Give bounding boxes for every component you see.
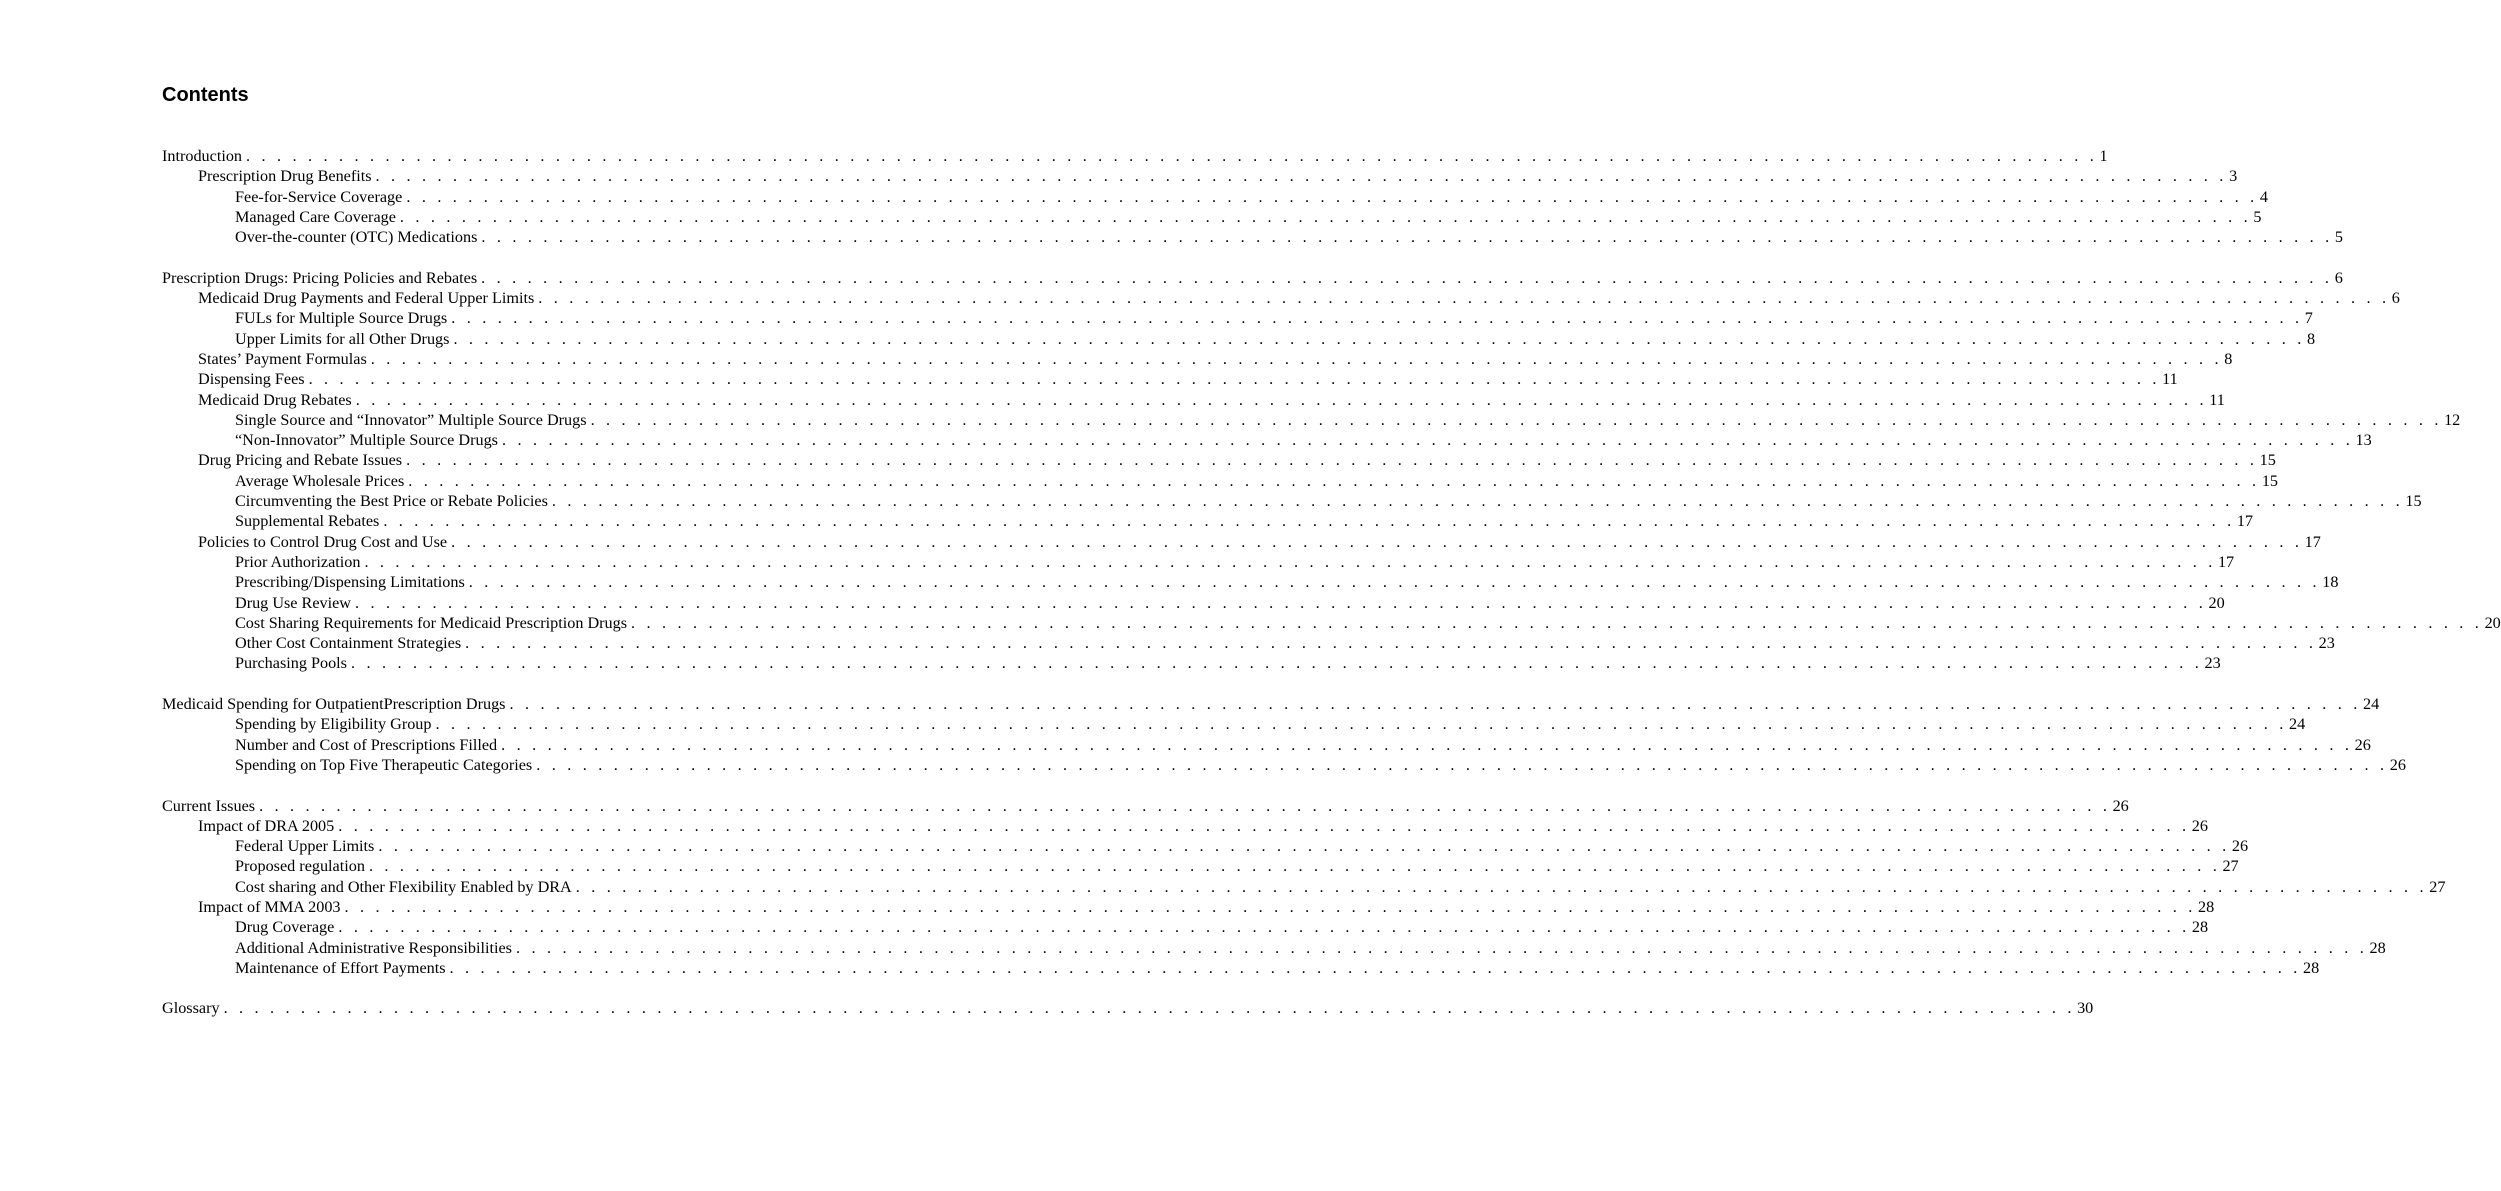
toc-entry[interactable] (162, 714, 2306, 734)
toc-entry[interactable] (162, 552, 2235, 572)
toc-entry-title: Impact of MMA 2003 (198, 897, 341, 916)
toc-entry[interactable] (162, 938, 2386, 958)
toc-entry-title: Average Wholesale Prices (235, 471, 405, 490)
toc-entry[interactable] (162, 329, 2316, 349)
dot-leader: . . . . . . . . . . . . . . . . . . . . . . . . . . . . . . . . . . . . . . . . . . . . . . . . . . . . . . . . . . . . . . . . . . . . . . . . . . . . . . . . . . . . . . . . . . . . . . . . . . . . . . . . . . . . . . . . . . . . . . . . (375, 167, 2228, 186)
toc-entry[interactable] (162, 998, 2094, 1018)
toc-page-number: 5 (2253, 207, 2262, 226)
toc-page-number: 15 (2261, 471, 2278, 490)
toc-entry-title: Drug Pricing and Rebate Issues (198, 451, 403, 470)
toc-entry[interactable] (162, 369, 2178, 389)
toc-entry-title: Supplemental Rebates (235, 512, 380, 531)
dot-leader: . . . . . . . . . . . . . . . . . . . . . . . . . . . . . . . . . . . . . . . . . . . . . . . . . . . . . . . . . . . . . . . . . . . . . . . . . . . . . . . . . . . . . . . . . . . . . . . . . . . . . . . . . . . . . . . . . . . . . . . . (259, 796, 2111, 815)
dot-leader: . . . . . . . . . . . . . . . . . . . . . . . . . . . . . . . . . . . . . . . . . . . . . . . . . . . . . . . . . . . . . . . . . . . . . . . . . . . . . . . . . . . . . . . . . . . . . . . . . . . . . . . . . . . . . . . . . . . . . . . . (451, 532, 2303, 551)
dot-leader: . . . . . . . . . . . . . . . . . . . . . . . . . . . . . . . . . . . . . . . . . . . . . . . . . . . . . . . . . . . . . . . . . . . . . . . . . . . . . . . . . . . . . . . . . . . . . . . . . . . . . . . . . . . . . . . . . . . . . . . . (468, 573, 2321, 592)
toc-page-number: 7 (2304, 309, 2313, 328)
toc-entry-title: Single Source and “Innovator” Multiple Source Drugs (235, 410, 587, 429)
toc-entry[interactable] (162, 187, 2268, 207)
toc-page-number: 4 (2259, 187, 2268, 206)
toc-entry[interactable] (162, 694, 2380, 714)
dot-leader: . . . . . . . . . . . . . . . . . . . . . . . . . . . . . . . . . . . . . . . . . . . . . . . . . . . . . . . . . . . . . . . . . . . . . . . . . . . . . . . . . . . . . . . . . . . . . . . . . . . . . . . . . . . . . . . . . . . . . . . . (538, 289, 2390, 308)
page-title: Contents (162, 84, 249, 106)
toc-entry-title: Drug Coverage (235, 918, 335, 937)
toc-entry[interactable] (162, 390, 2225, 410)
toc-entry-title: FULs for Multiple Source Drugs (235, 309, 448, 328)
toc-page-number: 3 (2229, 167, 2238, 186)
toc-entry[interactable] (162, 613, 2501, 633)
dot-leader: . . . . . . . . . . . . . . . . . . . . . . . . . . . . . . . . . . . . . . . . . . . . . . . . . . . . . . . . . . . . . . . . . . . . . . . . . . . . . . . . . . . . . . . . . . . . . . . . . . . . . . . . . . . . . . . . . . . . . . . . (368, 857, 2221, 876)
toc-entry-title: Number and Cost of Prescriptions Filled (235, 735, 498, 754)
toc-entry[interactable] (162, 511, 2254, 531)
dot-leader: . . . . . . . . . . . . . . . . . . . . . . . . . . . . . . . . . . . . . . . . . . . . . . . . . . . . . . . . . . . . . . . . . . . . . . . . . . . . . . . . . . . . . . . . . . . . . . . . . . . . . . . . . . . . . . . . . . . . . . . . (435, 715, 2288, 734)
toc-entry[interactable] (162, 633, 2335, 653)
toc-entry[interactable] (162, 288, 2400, 308)
dot-leader: . . . . . . . . . . . . . . . . . . . . . . . . . . . . . . . . . . . . . . . . . . . . . . . . . . . . . . . . . . . . . . . . . . . . . . . . . . . . . . . . . . . . . . . . . . . . . . . . . . . . . . . . . . . . . . . . . . . . . . . . (246, 147, 2098, 165)
toc-page-number: 20 (2208, 593, 2225, 612)
toc-page-number: 23 (2318, 634, 2335, 653)
toc-page-number: 13 (2355, 431, 2372, 450)
dot-leader: . . . . . . . . . . . . . . . . . . . . . . . . . . . . . . . . . . . . . . . . . . . . . . . . . . . . . . . . . . . . . . . . . . . . . . . . . . . . . . . . . . . . . . . . . . . . . . . . . . . . . . . . . . . . . . . . . . . . . . . . (536, 755, 2388, 774)
toc-entry[interactable] (162, 836, 2249, 856)
dot-leader: . . . . . . . . . . . . . . . . . . . . . . . . . . . . . . . . . . . . . . . . . . . . . . . . . . . . . . . . . . . . . . . . . . . . . . . . . . . . . . . . . . . . . . . . . . . . . . . . . . . . . . . . . . . . . . . . . . . . . . . . (501, 735, 2353, 754)
toc-page-number: 11 (2209, 390, 2225, 409)
dot-leader: . . . . . . . . . . . . . . . . . . . . . . . . . . . . . . . . . . . . . . . . . . . . . . . . . . . . . . . . . . . . . . . . . . . . . . . . . . . . . . . . . . . . . . . . . . . . . . . . . . . . . . . . . . . . . . . . . . . . . . . . (451, 309, 2303, 328)
toc-section (162, 268, 2501, 674)
toc-page-number: 26 (2191, 816, 2208, 835)
toc-section (162, 146, 2344, 247)
dot-leader: . . . . . . . . . . . . . . . . . . . . . . . . . . . . . . . . . . . . . . . . . . . . . . . . . . . . . . . . . . . . . . . . . . . . . . . . . . . . . . . . . . . . . . . . . . . . . . . . . . . . . . . . . . . . . . . . . . . . . . . . (406, 451, 2258, 470)
toc-entry[interactable] (162, 816, 2208, 836)
toc-entry[interactable] (162, 796, 2129, 816)
dot-leader: . . . . . . . . . . . . . . . . . . . . . . . . . . . . . . . . . . . . . . . . . . . . . . . . . . . . . . . . . . . . . . . . . . . . . . . . . . . . . . . . . . . . . . . . . . . . . . . . . . . . . . . . . . . . . . . . . . . . . . . . (590, 410, 2443, 429)
dot-leader: . . . . . . . . . . . . . . . . . . . . . . . . . . . . . . . . . . . . . . . . . . . . . . . . . . . . . . . . . . . . . . . . . . . . . . . . . . . . . . . . . . . . . . . . . . . . . . . . . . . . . . . . . . . . . . . . . . . . . . . . (223, 999, 2076, 1018)
toc-entry[interactable] (162, 410, 2461, 430)
toc-entry-title: Medicaid Drug Rebates (198, 390, 352, 409)
toc-entry-title: Policies to Control Drug Cost and Use (198, 532, 448, 551)
dot-leader: . . . . . . . . . . . . . . . . . . . . . . . . . . . . . . . . . . . . . . . . . . . . . . . . . . . . . . . . . . . . . . . . . . . . . . . . . . . . . . . . . . . . . . . . . . . . . . . . . . . . . . . . . . . . . . . . . . . . . . . . (509, 695, 2361, 714)
toc-entry[interactable] (162, 450, 2276, 470)
toc-entry-title: Prescription Drugs: Pricing Policies and Rebates (162, 268, 478, 287)
toc-entry[interactable] (162, 146, 2108, 166)
toc-page-number: 27 (2429, 877, 2446, 896)
toc-entry-title: Purchasing Pools (235, 654, 347, 673)
toc-entry[interactable] (162, 856, 2239, 876)
toc-entry-title: Prescription Drug Benefits (198, 167, 372, 186)
toc-entry-title: Dispensing Fees (198, 370, 305, 389)
toc-entry-title: Prescribing/Dispensing Limitations (235, 573, 465, 592)
toc-page-number: 12 (2444, 410, 2461, 429)
dot-leader: . . . . . . . . . . . . . . . . . . . . . . . . . . . . . . . . . . . . . . . . . . . . . . . . . . . . . . . . . . . . . . . . . . . . . . . . . . . . . . . . . . . . . . . . . . . . . . . . . . . . . . . . . . . . . . . . . . . . . . . . (370, 349, 2223, 368)
toc-page-number: 17 (2304, 532, 2321, 551)
dot-leader: . . . . . . . . . . . . . . . . . . . . . . . . . . . . . . . . . . . . . . . . . . . . . . . . . . . . . . . . . . . . . . . . . . . . . . . . . . . . . . . . . . . . . . . . . . . . . . . . . . . . . . . . . . . . . . . . . . . . . . . . (501, 431, 2354, 450)
toc-page-number: 18 (2322, 573, 2339, 592)
toc-entry[interactable] (162, 268, 2343, 288)
toc-page-number: 24 (2289, 715, 2306, 734)
dot-leader: . . . . . . . . . . . . . . . . . . . . . . . . . . . . . . . . . . . . . . . . . . . . . . . . . . . . . . . . . . . . . . . . . . . . . . . . . . . . . . . . . . . . . . . . . . . . . . . . . . . . . . . . . . . . . . . . . . . . . . . . (383, 512, 2235, 531)
dot-leader: . . . . . . . . . . . . . . . . . . . . . . . . . . . . . . . . . . . . . . . . . . . . . . . . . . . . . . . . . . . . . . . . . . . . . . . . . . . . . . . . . . . . . . . . . . . . . . . . . . . . . . . . . . . . . . . . . . . . . . . . (354, 593, 2207, 612)
toc-entry-title: Introduction (162, 147, 243, 165)
toc-page-number: 26 (2112, 796, 2129, 815)
toc-entry-title: Cost Sharing Requirements for Medicaid Prescription Drugs (235, 613, 628, 632)
toc-entry-title: Upper Limits for all Other Drugs (235, 329, 450, 348)
toc-entry[interactable] (162, 532, 2321, 552)
toc-section (162, 998, 2094, 1018)
toc-entry[interactable] (162, 227, 2344, 247)
dot-leader: . . . . . . . . . . . . . . . . . . . . . . . . . . . . . . . . . . . . . . . . . . . . . . . . . . . . . . . . . . . . . . . . . . . . . . . . . . . . . . . . . . . . . . . . . . . . . . . . . . . . . . . . . . . . . . . . . . . . . . . . (378, 837, 2230, 856)
toc-entry[interactable] (162, 572, 2339, 592)
toc-entry[interactable] (162, 897, 2215, 917)
toc-page-number: 17 (2217, 552, 2235, 571)
dot-leader: . . . . . . . . . . . . . . . . . . . . . . . . . . . . . . . . . . . . . . . . . . . . . . . . . . . . . . . . . . . . . . . . . . . . . . . . . . . . . . . . . . . . . . . . . . . . . . . . . . . . . . . . . . . . . . . . . . . . . . . . (364, 552, 2216, 571)
toc-entry-title: States’ Payment Formulas (198, 349, 367, 368)
toc-page-number: 6 (2391, 289, 2400, 308)
dot-leader: . . . . . . . . . . . . . . . . . . . . . . . . . . . . . . . . . . . . . . . . . . . . . . . . . . . . . . . . . . . . . . . . . . . . . . . . . . . . . . . . . . . . . . . . . . . . . . . . . . . . . . . . . . . . . . . . . . . . . . . . (453, 329, 2305, 348)
toc-entry[interactable] (162, 471, 2278, 491)
toc-entry-title: Impact of DRA 2005 (198, 816, 335, 835)
toc-entry[interactable] (162, 735, 2371, 755)
toc-entry[interactable] (162, 917, 2209, 937)
toc-page-number: 1 (2099, 147, 2108, 165)
toc-entry[interactable] (162, 349, 2233, 369)
dot-leader: . . . . . . . . . . . . . . . . . . . . . . . . . . . . . . . . . . . . . . . . . . . . . . . . . . . . . . . . . . . . . . . . . . . . . . . . . . . . . . . . . . . . . . . . . . . . . . . . . . . . . . . . . . . . . . . . . . . . . . . . (551, 492, 2404, 511)
toc-page-number: 28 (2191, 918, 2209, 937)
toc-entry-title: Medicaid Spending for OutpatientPrescription Drugs (162, 695, 506, 714)
toc-entry-title: Proposed regulation (235, 857, 365, 876)
toc-entry[interactable] (162, 491, 2422, 511)
toc-entry[interactable] (162, 430, 2372, 450)
toc-page-number: 8 (2224, 349, 2233, 368)
dot-leader: . . . . . . . . . . . . . . . . . . . . . . . . . . . . . . . . . . . . . . . . . . . . . . . . . . . . . . . . . . . . . . . . . . . . . . . . . . . . . . . . . . . . . . . . . . . . . . . . . . . . . . . . . . . . . . . . . . . . . . . . (338, 816, 2190, 835)
toc-entry[interactable] (162, 166, 2238, 186)
toc-entry-title: Glossary (162, 999, 220, 1018)
toc-entry[interactable] (162, 593, 2225, 613)
toc-entry-title: Drug Use Review (235, 593, 351, 612)
toc-section (162, 694, 2406, 775)
toc-section (162, 796, 2446, 979)
toc-entry-title: Spending by Eligibility Group (235, 715, 432, 734)
toc-entry-title: “Non-Innovator” Multiple Source Drugs (235, 431, 498, 450)
toc-entry-title: Maintenance of Effort Payments (235, 958, 446, 977)
toc-page-number: 8 (2306, 329, 2316, 348)
toc-entry-title: Fee-for-Service Coverage (235, 187, 403, 206)
toc-page-number: 24 (2363, 695, 2380, 714)
dot-leader: . . . . . . . . . . . . . . . . . . . . . . . . . . . . . . . . . . . . . . . . . . . . . . . . . . . . . . . . . . . . . . . . . . . . . . . . . . . . . . . . . . . . . . . . . . . . . . . . . . . . . . . . . . . . . . . . . . . . . . . . (406, 187, 2258, 206)
toc-entry-title: Cost sharing and Other Flexibility Enabled by DRA (235, 877, 572, 896)
toc-entry-title: Other Cost Containment Strategies (235, 634, 462, 653)
dot-leader: . . . . . . . . . . . . . . . . . . . . . . . . . . . . . . . . . . . . . . . . . . . . . . . . . . . . . . . . . . . . . . . . . . . . . . . . . . . . . . . . . . . . . . . . . . . . . . . . . . . . . . . . . . . . . . . . . . . . . . . . (355, 390, 2208, 409)
toc-page-number: 15 (2259, 451, 2276, 470)
toc-page-number: 20 (2484, 613, 2501, 632)
toc-page-number: 11 (2162, 370, 2178, 389)
dot-leader: . . . . . . . . . . . . . . . . . . . . . . . . . . . . . . . . . . . . . . . . . . . . . . . . . . . . . . . . . . . . . . . . . . . . . . . . . . . . . . . . . . . . . . . . . . . . . . . . . . . . . . . . . . . . . . . . . . . . . . . . (481, 268, 2333, 287)
toc-page-number: 26 (2231, 837, 2249, 856)
toc-entry[interactable] (162, 653, 2221, 673)
toc-entry[interactable] (162, 958, 2320, 978)
toc-entry-title: Prior Authorization (235, 552, 361, 571)
dot-leader: . . . . . . . . . . . . . . . . . . . . . . . . . . . . . . . . . . . . . . . . . . . . . . . . . . . . . . . . . . . . . . . . . . . . . . . . . . . . . . . . . . . . . . . . . . . . . . . . . . . . . . . . . . . . . . . . . . . . . . . . (515, 938, 2368, 957)
toc-entry-title: Over-the-counter (OTC) Medications (235, 228, 478, 247)
toc-page-number: 27 (2222, 857, 2239, 876)
toc-entry[interactable] (162, 308, 2313, 328)
dot-leader: . . . . . . . . . . . . . . . . . . . . . . . . . . . . . . . . . . . . . . . . . . . . . . . . . . . . . . . . . . . . . . . . . . . . . . . . . . . . . . . . . . . . . . . . . . . . . . . . . . . . . . . . . . . . . . . . . . . . . . . . (631, 613, 2483, 632)
dot-leader: . . . . . . . . . . . . . . . . . . . . . . . . . . . . . . . . . . . . . . . . . . . . . . . . . . . . . . . . . . . . . . . . . . . . . . . . . . . . . . . . . . . . . . . . . . . . . . . . . . . . . . . . . . . . . . . . . . . . . . . . (344, 897, 2197, 916)
dot-leader: . . . . . . . . . . . . . . . . . . . . . . . . . . . . . . . . . . . . . . . . . . . . . . . . . . . . . . . . . . . . . . . . . . . . . . . . . . . . . . . . . . . . . . . . . . . . . . . . . . . . . . . . . . . . . . . . . . . . . . . . (399, 207, 2252, 226)
dot-leader: . . . . . . . . . . . . . . . . . . . . . . . . . . . . . . . . . . . . . . . . . . . . . . . . . . . . . . . . . . . . . . . . . . . . . . . . . . . . . . . . . . . . . . . . . . . . . . . . . . . . . . . . . . . . . . . . . . . . . . . . (350, 654, 2203, 673)
dot-leader: . . . . . . . . . . . . . . . . . . . . . . . . . . . . . . . . . . . . . . . . . . . . . . . . . . . . . . . . . . . . . . . . . . . . . . . . . . . . . . . . . . . . . . . . . . . . . . . . . . . . . . . . . . . . . . . . . . . . . . . . (449, 958, 2302, 977)
toc-page-number: 28 (2369, 938, 2386, 957)
toc-page-number: 17 (2236, 512, 2254, 531)
toc-entry[interactable] (162, 755, 2406, 775)
toc-page-number: 28 (2303, 958, 2320, 977)
dot-leader: . . . . . . . . . . . . . . . . . . . . . . . . . . . . . . . . . . . . . . . . . . . . . . . . . . . . . . . . . . . . . . . . . . . . . . . . . . . . . . . . . . . . . . . . . . . . . . . . . . . . . . . . . . . . . . . . . . . . . . . . (465, 634, 2317, 653)
toc-page-number: 15 (2405, 492, 2422, 511)
toc-page-number: 26 (2354, 735, 2371, 754)
toc-page-number: 28 (2198, 897, 2215, 916)
toc-entry-title: Federal Upper Limits (235, 837, 375, 856)
toc-entry-title: Circumventing the Best Price or Rebate Policies (235, 492, 548, 511)
dot-leader: . . . . . . . . . . . . . . . . . . . . . . . . . . . . . . . . . . . . . . . . . . . . . . . . . . . . . . . . . . . . . . . . . . . . . . . . . . . . . . . . . . . . . . . . . . . . . . . . . . . . . . . . . . . . . . . . . . . . . . . . (575, 877, 2428, 896)
toc-page-number: 5 (2334, 228, 2344, 247)
toc-page-number: 6 (2334, 268, 2343, 287)
toc-page-number: 30 (2077, 999, 2094, 1018)
toc-entry-title: Medicaid Drug Payments and Federal Upper Limits (198, 289, 535, 308)
toc-entry-title: Additional Administrative Responsibilities (235, 938, 512, 957)
toc-entry-title: Managed Care Coverage (235, 207, 396, 226)
toc-entry[interactable] (162, 207, 2262, 227)
dot-leader: . . . . . . . . . . . . . . . . . . . . . . . . . . . . . . . . . . . . . . . . . . . . . . . . . . . . . . . . . . . . . . . . . . . . . . . . . . . . . . . . . . . . . . . . . . . . . . . . . . . . . . . . . . . . . . . . . . . . . . . . (308, 370, 2161, 389)
table-of-contents (162, 146, 2501, 1039)
toc-entry-title: Spending on Top Five Therapeutic Categories (235, 755, 533, 774)
toc-entry-title: Current Issues (162, 796, 256, 815)
dot-leader: . . . . . . . . . . . . . . . . . . . . . . . . . . . . . . . . . . . . . . . . . . . . . . . . . . . . . . . . . . . . . . . . . . . . . . . . . . . . . . . . . . . . . . . . . . . . . . . . . . . . . . . . . . . . . . . . . . . . . . . . (481, 228, 2333, 247)
toc-page-number: 23 (2204, 654, 2221, 673)
dot-leader: . . . . . . . . . . . . . . . . . . . . . . . . . . . . . . . . . . . . . . . . . . . . . . . . . . . . . . . . . . . . . . . . . . . . . . . . . . . . . . . . . . . . . . . . . . . . . . . . . . . . . . . . . . . . . . . . . . . . . . . . (408, 471, 2260, 490)
toc-page-number: 26 (2389, 755, 2406, 774)
toc-entry[interactable] (162, 877, 2446, 897)
dot-leader: . . . . . . . . . . . . . . . . . . . . . . . . . . . . . . . . . . . . . . . . . . . . . . . . . . . . . . . . . . . . . . . . . . . . . . . . . . . . . . . . . . . . . . . . . . . . . . . . . . . . . . . . . . . . . . . . . . . . . . . . (338, 918, 2190, 937)
